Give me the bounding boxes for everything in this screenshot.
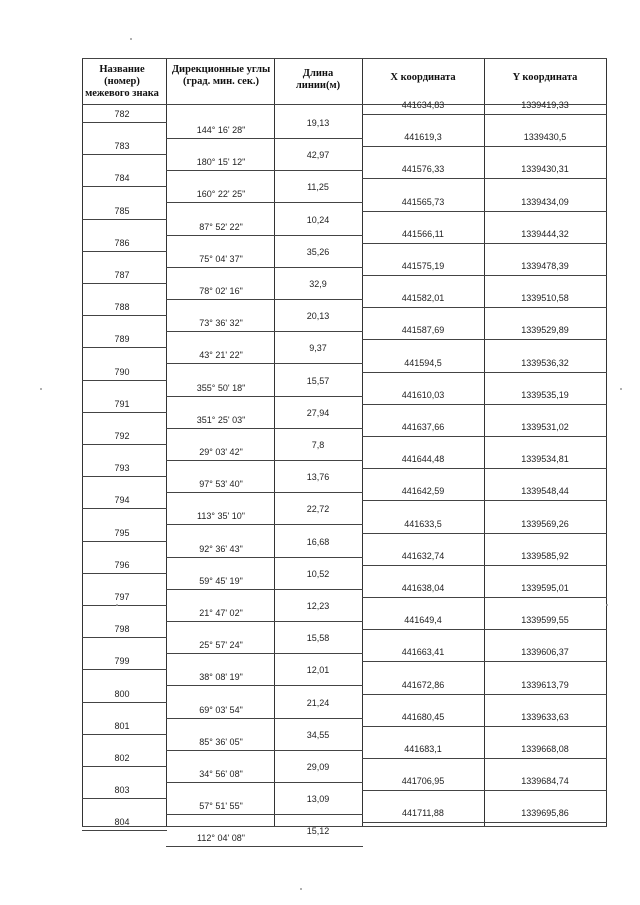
segment-length: 10,24 (306, 215, 330, 225)
coord-row-border (362, 597, 607, 598)
segment-row-border (166, 202, 363, 203)
segment-length: 15,12 (306, 826, 330, 836)
point-y-coordinate: 1339585,92 (521, 551, 569, 561)
point-name: 801 (114, 721, 130, 731)
point-x-coordinate: 441576,33 (401, 164, 445, 174)
segment-length: 12,01 (306, 665, 330, 675)
header-name: Название (номер) межевого знака (85, 64, 159, 99)
segment-angle: 69° 03' 54" (199, 705, 243, 715)
coord-row-border (362, 372, 607, 373)
segment-angle: 34° 56' 08" (199, 769, 243, 779)
segment-row-border (166, 750, 363, 751)
point-row-border (82, 251, 167, 252)
point-name: 803 (114, 785, 130, 795)
segment-row-border (166, 363, 363, 364)
point-x-coordinate: 441663,41 (401, 647, 445, 657)
segment-row-border (166, 685, 363, 686)
segment-length: 10,52 (306, 569, 330, 579)
point-row-border (82, 541, 167, 542)
segment-row-border (166, 846, 363, 847)
coord-row-border (362, 404, 607, 405)
point-x-coordinate: 441587,69 (401, 325, 445, 335)
coord-row-border (362, 339, 607, 340)
header-angle: Дирекционные углы (град. мин. сек.) (171, 64, 271, 87)
coord-row-border (362, 468, 607, 469)
column-border (274, 58, 275, 826)
point-name: 804 (114, 817, 130, 827)
coord-row-border (362, 661, 607, 662)
segment-row-border (166, 428, 363, 429)
segment-row-border (166, 814, 363, 815)
point-name: 792 (114, 431, 130, 441)
point-y-coordinate: 1339613,79 (521, 680, 569, 690)
segment-length: 11,25 (307, 182, 329, 192)
segment-angle: 43° 21' 22" (199, 350, 243, 360)
point-y-coordinate: 1339531,02 (521, 422, 569, 432)
point-y-coordinate: 1339606,37 (521, 647, 569, 657)
point-y-coordinate: 1339684,74 (521, 776, 569, 786)
point-row-border (82, 412, 167, 413)
scan-speck (40, 388, 42, 390)
segment-angle: 57° 51' 55" (199, 801, 243, 811)
point-y-coordinate: 1339430,5 (523, 132, 567, 142)
segment-row-border (166, 396, 363, 397)
point-name: 782 (114, 109, 130, 119)
segment-row-border (166, 492, 363, 493)
point-name: 799 (114, 656, 130, 666)
point-y-coordinate: 1339478,39 (521, 261, 569, 271)
point-x-coordinate: 441638,04 (401, 583, 445, 593)
point-x-coordinate: 441566,11 (402, 229, 444, 239)
point-x-coordinate: 441632,74 (401, 551, 445, 561)
point-row-border (82, 702, 167, 703)
point-x-coordinate: 441642,59 (401, 486, 445, 496)
point-y-coordinate: 1339633,63 (521, 712, 569, 722)
point-name: 790 (114, 367, 130, 377)
coord-row-border (362, 629, 607, 630)
segment-row-border (166, 331, 363, 332)
segment-angle: 160° 22' 25" (196, 189, 246, 199)
segment-row-border (166, 557, 363, 558)
column-border (484, 58, 485, 826)
point-x-coordinate: 441619,3 (404, 132, 442, 142)
segment-row-border (166, 267, 363, 268)
point-name: 798 (114, 624, 130, 634)
coord-row-border (362, 822, 607, 823)
segment-row-border (166, 589, 363, 590)
point-name: 802 (114, 753, 130, 763)
point-name: 787 (114, 270, 130, 280)
point-x-coordinate: 441680,45 (401, 712, 445, 722)
segment-angle: 180° 15' 12" (196, 157, 246, 167)
point-row-border (82, 347, 167, 348)
coord-row-border (362, 758, 607, 759)
point-name: 789 (114, 334, 130, 344)
point-y-coordinate: 1339535,19 (521, 390, 569, 400)
point-y-coordinate: 1339444,32 (521, 229, 569, 239)
point-y-coordinate: 1339430,31 (521, 164, 569, 174)
point-row-border (82, 283, 167, 284)
point-x-coordinate: 441633,5 (404, 519, 442, 529)
segment-length: 7,8 (311, 440, 325, 450)
point-row-border (82, 476, 167, 477)
coord-row-border (362, 178, 607, 179)
point-row-border (82, 380, 167, 381)
segment-angle: 29° 03' 42" (199, 447, 243, 457)
point-x-coordinate: 441683,1 (404, 744, 442, 754)
scan-speck (606, 604, 608, 606)
scan-speck (116, 604, 118, 606)
point-x-coordinate: 441594,5 (404, 358, 442, 368)
point-x-coordinate: 441610,03 (401, 390, 445, 400)
point-row-border (82, 573, 167, 574)
coord-row-border (362, 694, 607, 695)
point-x-coordinate: 441644,48 (401, 454, 445, 464)
point-x-coordinate: 441575,19 (401, 261, 445, 271)
coord-row-border (362, 726, 607, 727)
segment-angle: 92° 36' 43" (199, 544, 243, 554)
point-y-coordinate: 1339419,33 (521, 100, 569, 110)
coord-row-border (362, 114, 607, 115)
point-row-border (82, 508, 167, 509)
segment-length: 34,55 (306, 730, 330, 740)
point-row-border (82, 444, 167, 445)
point-x-coordinate: 441582,01 (401, 293, 445, 303)
point-y-coordinate: 1339534,81 (521, 454, 569, 464)
point-x-coordinate: 441706,95 (401, 776, 445, 786)
segment-angle: 85° 36' 05" (199, 737, 243, 747)
point-x-coordinate: 441565,73 (401, 197, 445, 207)
segment-length: 19,13 (306, 118, 330, 128)
segment-length: 13,09 (306, 794, 330, 804)
segment-angle: 144° 16' 28" (196, 125, 246, 135)
segment-length: 22,72 (306, 504, 330, 514)
point-y-coordinate: 1339510,58 (521, 293, 569, 303)
point-name: 791 (114, 399, 130, 409)
segment-row-border (166, 653, 363, 654)
segment-length: 15,57 (306, 376, 330, 386)
coord-row-border (362, 243, 607, 244)
point-name: 800 (114, 689, 130, 699)
point-row-border (82, 605, 167, 606)
segment-length: 16,68 (306, 537, 330, 547)
point-name: 793 (114, 463, 130, 473)
segment-angle: 38° 08' 19" (199, 672, 243, 682)
point-row-border (82, 798, 167, 799)
coord-row-border (362, 307, 607, 308)
point-row-border (82, 186, 167, 187)
segment-row-border (166, 782, 363, 783)
coord-row-border (362, 211, 607, 212)
segment-length: 29,09 (306, 762, 330, 772)
point-x-coordinate: 441711,88 (402, 808, 444, 818)
point-name: 794 (114, 495, 130, 505)
point-name: 795 (114, 528, 130, 538)
point-name: 797 (114, 592, 130, 602)
segment-angle: 21° 47' 02" (199, 608, 243, 618)
column-border (606, 58, 607, 826)
point-row-border (82, 734, 167, 735)
segment-length: 35,26 (306, 247, 330, 257)
point-x-coordinate: 441637,66 (401, 422, 445, 432)
point-name: 788 (114, 302, 130, 312)
table-top-border (82, 58, 607, 59)
segment-length: 21,24 (306, 698, 330, 708)
segment-angle: 112° 04' 08" (197, 833, 245, 843)
point-row-border (82, 122, 167, 123)
point-y-coordinate: 1339695,86 (521, 808, 569, 818)
segment-row-border (166, 170, 363, 171)
coord-row-border (362, 533, 607, 534)
segment-angle: 25° 57' 24" (199, 640, 243, 650)
point-row-border (82, 154, 167, 155)
segment-row-border (166, 718, 363, 719)
point-name: 784 (114, 173, 130, 183)
point-y-coordinate: 1339434,09 (521, 197, 569, 207)
segment-row-border (166, 460, 363, 461)
point-y-coordinate: 1339548,44 (521, 486, 569, 496)
segment-length: 32,9 (309, 279, 327, 289)
segment-angle: 73° 36' 32" (199, 318, 243, 328)
point-name: 783 (114, 141, 130, 151)
segment-length: 27,94 (306, 408, 330, 418)
point-name: 785 (114, 206, 130, 216)
point-y-coordinate: 1339569,26 (521, 519, 569, 529)
point-name: 786 (114, 238, 130, 248)
point-name: 796 (114, 560, 130, 570)
point-y-coordinate: 1339595,01 (521, 583, 569, 593)
point-row-border (82, 637, 167, 638)
segment-length: 20,13 (306, 311, 330, 321)
scan-speck (620, 388, 622, 390)
coord-row-border (362, 275, 607, 276)
coord-row-border (362, 146, 607, 147)
segment-angle: 97° 53' 40" (199, 479, 243, 489)
header-length: Длина линии(м) (295, 68, 341, 91)
segment-row-border (166, 621, 363, 622)
segment-angle: 78° 02' 16" (199, 286, 243, 296)
segment-length: 12,23 (306, 601, 330, 611)
segment-length: 9,37 (309, 343, 327, 353)
segment-angle: 75° 04' 37" (199, 254, 243, 264)
point-row-border (82, 669, 167, 670)
point-row-border (82, 830, 167, 831)
segment-length: 15,58 (306, 633, 330, 643)
point-y-coordinate: 1339599,55 (521, 615, 569, 625)
segment-angle: 59° 45' 19" (199, 576, 243, 586)
segment-angle: 113° 35' 10" (197, 511, 245, 521)
column-border (362, 58, 363, 826)
segment-row-border (166, 235, 363, 236)
coord-row-border (362, 565, 607, 566)
column-border (82, 58, 83, 826)
scan-speck (300, 888, 302, 890)
segment-length: 13,76 (306, 472, 330, 482)
point-row-border (82, 219, 167, 220)
segment-angle: 87° 52' 22" (199, 222, 243, 232)
column-border (166, 58, 167, 826)
coord-row-border (362, 500, 607, 501)
segment-angle: 355° 50' 18" (196, 383, 246, 393)
coord-row-border (362, 436, 607, 437)
point-y-coordinate: 1339668,08 (521, 744, 569, 754)
scan-speck (130, 38, 132, 40)
header-x: X координата (390, 72, 456, 83)
segment-angle: 351° 25' 03" (196, 415, 246, 425)
point-row-border (82, 766, 167, 767)
coord-row-border (362, 790, 607, 791)
point-x-coordinate: 441649,4 (404, 615, 442, 625)
header-y: Y координата (512, 72, 578, 83)
point-y-coordinate: 1339536,32 (521, 358, 569, 368)
segment-length: 42,97 (306, 150, 330, 160)
point-x-coordinate: 441634,83 (401, 100, 445, 110)
point-row-border (82, 315, 167, 316)
segment-row-border (166, 524, 363, 525)
point-x-coordinate: 441672,86 (401, 680, 445, 690)
point-y-coordinate: 1339529,89 (521, 325, 569, 335)
segment-row-border (166, 138, 363, 139)
segment-row-border (166, 299, 363, 300)
